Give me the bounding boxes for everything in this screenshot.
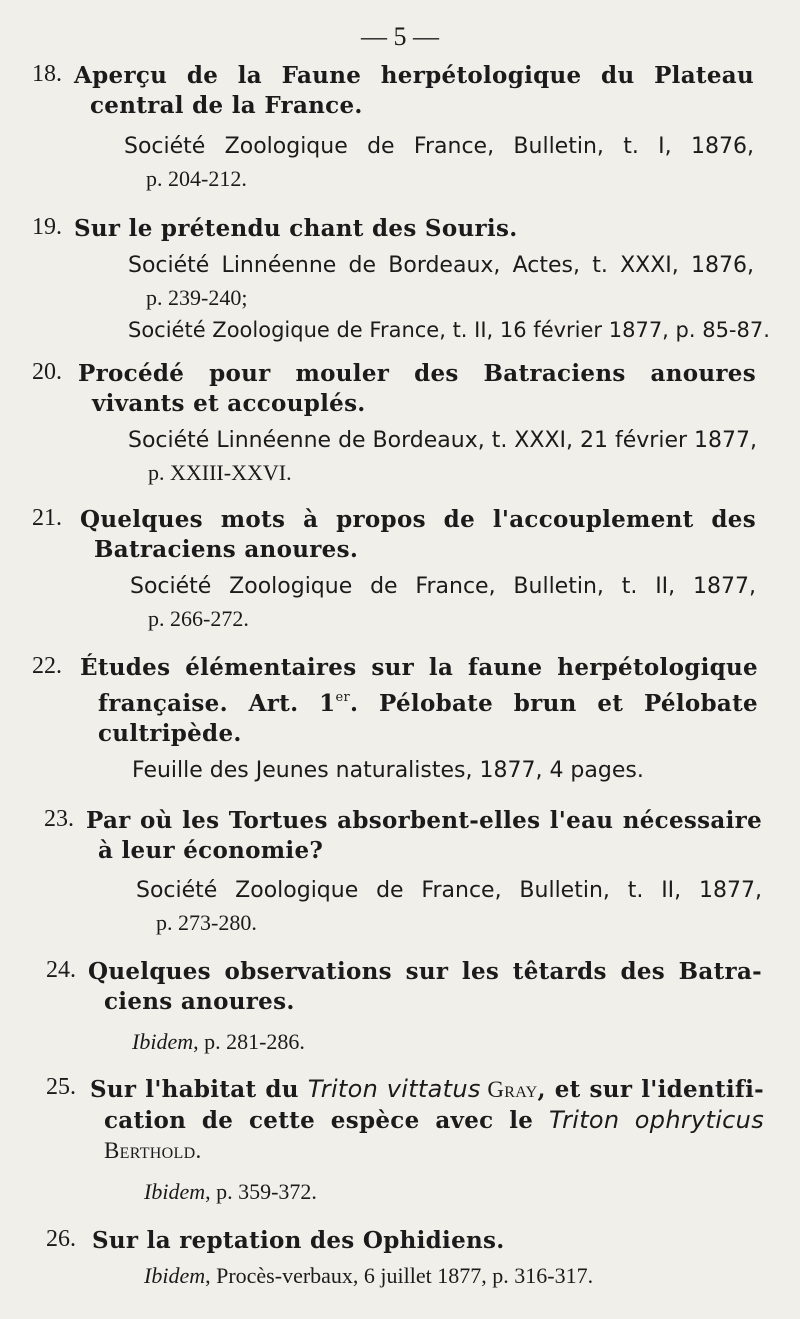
entry-title: Procédé pour mouler des Batraciens anoures vivants et accouplés. [78, 360, 756, 417]
entry-number: 21. [32, 505, 62, 531]
species-name: Triton vittatus [307, 1075, 481, 1103]
entry-reference: Société Zoologique de France, Bulletin, t. II, 1877, p. 273-280. [136, 878, 762, 935]
entry-title: Quelques mots à propos de l'accouplement des Batraciens anoures. [80, 506, 756, 563]
entry-number: 24. [46, 957, 76, 983]
entry-number: 22. [32, 653, 62, 679]
entry-reference: Société Zoologique de France, Bulletin, t. II, 1877, p. 266-272. [130, 574, 756, 631]
entry-title: Aperçu de la Faune herpétologique du Plateau central de la France. [74, 62, 754, 119]
entry-reference: Feuille des Jeunes naturalistes, 1877, 4 pages. [132, 758, 644, 783]
entry-title: Sur l'habitat du Triton vittatus Gray, et sur l'identifi- cation de cette espèce avec le Triton ophryticus Berthold. [90, 1075, 764, 1163]
entry-reference: Société Linnéenne de Bordeaux, Actes, t. XXXI, 1876, p. 239-240; Société Zoologique de France, t. II, 16 février 1877, p. 85-87. [128, 253, 770, 342]
page-number: — 5 — [361, 22, 439, 51]
entry-number: 18. [32, 61, 62, 87]
entry-reference: Société Zoologique de France, Bulletin, t. I, 1876, p. 204-212. [124, 134, 754, 191]
entry-reference: Ibidem, p. 281-286. [132, 1029, 305, 1054]
entry-title: Sur le prétendu chant des Souris. [74, 215, 518, 242]
entry-title: Quelques observations sur les têtards des Batra- ciens anoures. [88, 958, 762, 1015]
entry-title: Par où les Tortues absorbent-elles l'eau nécessaire à leur économie? [86, 807, 762, 864]
entry-number: 19. [32, 214, 62, 240]
entry-title: Sur la reptation des Ophidiens. [92, 1227, 505, 1254]
entry-number: 26. [46, 1226, 76, 1252]
entry-reference: Ibidem, p. 359-372. [144, 1179, 317, 1204]
entry-number: 20. [32, 359, 62, 385]
entry-reference: Ibidem, Procès-verbaux, 6 juillet 1877, p. 316-317. [144, 1263, 594, 1288]
entry-reference: Société Linnéenne de Bordeaux, t. XXXI, 21 février 1877, p. XXIII-XXVI. [128, 428, 757, 485]
entry-number: 23. [44, 806, 74, 832]
species-name: Triton ophryticus [548, 1106, 764, 1134]
entry-title: Études élémentaires sur la faune herpétologique française. Art. 1er. Pélobate brun et Pélobate cultripède. [80, 654, 758, 747]
entry-number: 25. [46, 1074, 76, 1100]
